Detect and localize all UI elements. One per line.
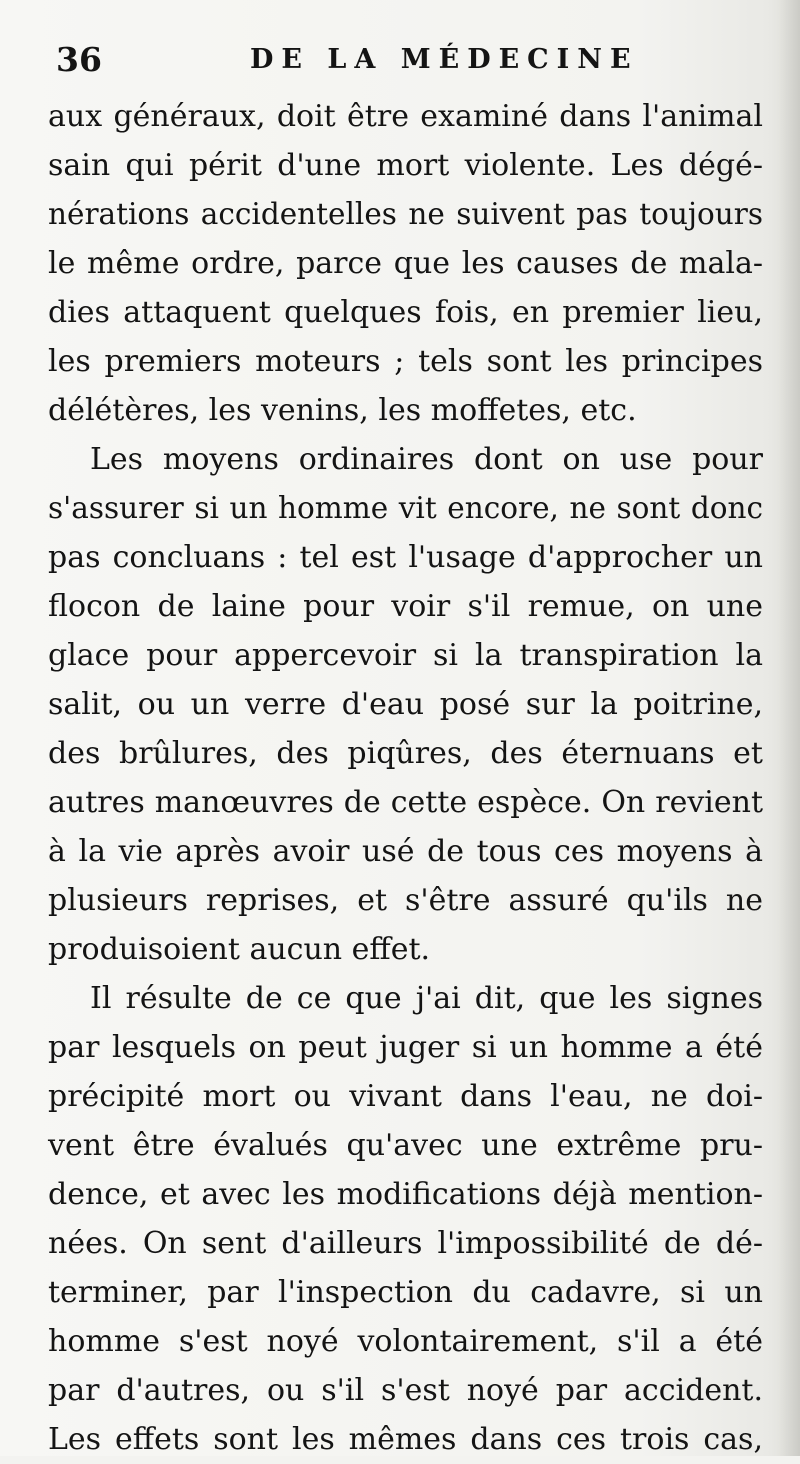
text-line: terminer, par l'inspection du cadavre, si un <box>48 1275 763 1310</box>
text-line: nérations accidentelles ne suivent pas toujours <box>48 197 763 231</box>
text-line: les premiers moteurs ; tels sont les principes <box>48 344 763 379</box>
text-line: nées. On sent d'ailleurs l'impossibilité de dé- <box>48 1226 763 1261</box>
text-line: flocon de laine pour voir s'il remue, on une <box>48 589 763 624</box>
text-line: dies attaquent quelques fois, en premier lieu, <box>48 295 763 330</box>
text-line: homme s'est noyé volontairement, s'il a été <box>48 1324 763 1359</box>
text-line: vent être évalués qu'avec une extrême pru- <box>48 1128 763 1163</box>
text-line: aux généraux, doit être examiné dans l'animal <box>48 99 763 134</box>
page-header <box>56 40 756 80</box>
paragraph-start-line: Les moyens ordinaires dont on use pour <box>90 442 763 477</box>
text-line: glace pour appercevoir si la transpiration la <box>48 638 763 673</box>
text-line: produisoient aucun effet. <box>48 932 431 967</box>
text-line: des brûlures, des piqûres, des éternuans et <box>48 736 763 771</box>
text-line: sain qui périt d'une mort violente. Les dégé- <box>48 148 763 183</box>
running-head: DE LA MÉDECINE <box>250 44 639 75</box>
text-line: Les effets sont les mêmes dans ces trois cas, <box>48 1422 763 1457</box>
body-text <box>48 92 763 1464</box>
text-line: plusieurs reprises, et s'être assuré qu'ils ne <box>48 883 763 918</box>
text-line: à la vie après avoir usé de tous ces moyens à <box>48 834 763 869</box>
text-line: précipité mort ou vivant dans l'eau, ne doi- <box>48 1079 763 1114</box>
paragraph-start-line: Il résulte de ce que j'ai dit, que les signes <box>90 981 763 1016</box>
text-line: s'assurer si un homme vit encore, ne sont donc <box>48 491 763 525</box>
text-line: dence, et avec les modifications déjà mention- <box>48 1177 763 1212</box>
text-line: pas concluans : tel est l'usage d'approcher un <box>48 540 763 575</box>
text-line: délétères, les venins, les moffetes, etc. <box>48 393 637 428</box>
text-line: autres manœuvres de cette espèce. On revient <box>48 785 763 820</box>
text-line: par d'autres, ou s'il s'est noyé par accident. <box>48 1373 763 1408</box>
text-line: salit, ou un verre d'eau posé sur la poitrine, <box>48 687 763 722</box>
text-line: par lesquels on peut juger si un homme a été <box>48 1030 763 1065</box>
text-line: le même ordre, parce que les causes de mala- <box>48 246 763 281</box>
page-edge-shadow <box>778 0 800 1456</box>
page-number: 36 <box>56 40 102 79</box>
